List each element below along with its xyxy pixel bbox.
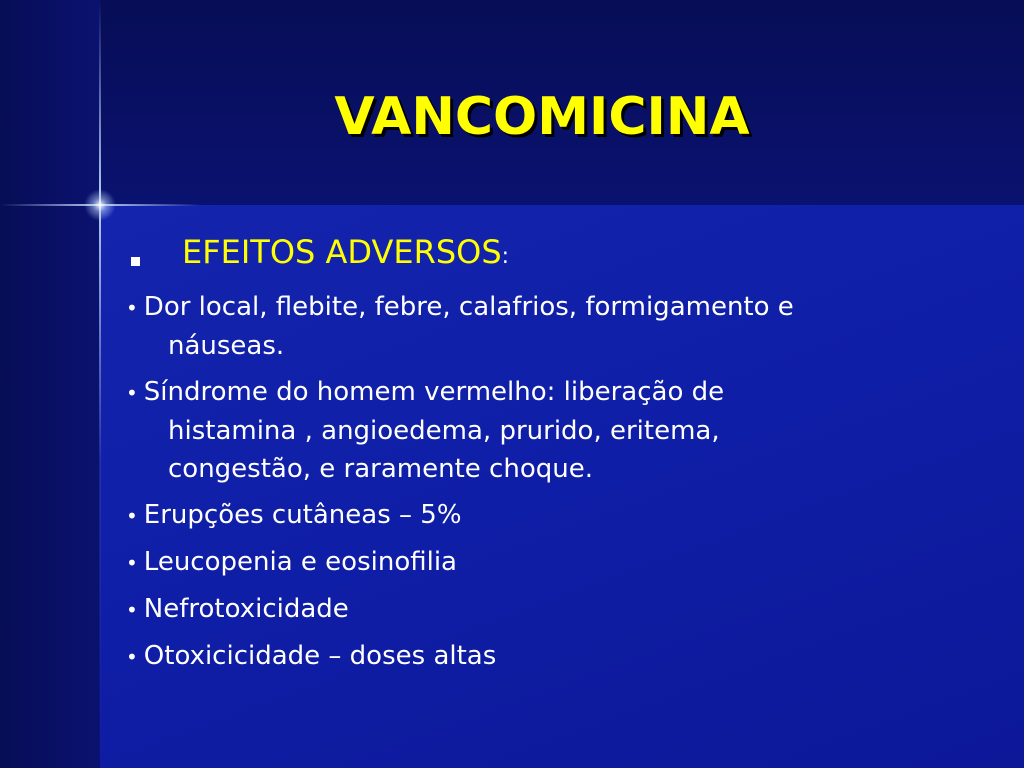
section-heading-text: EFEITOS ADVERSOS xyxy=(182,233,502,271)
list-item-line: Otoxicicidade – doses altas xyxy=(143,641,497,671)
list-item-text xyxy=(126,543,926,582)
list-item-text xyxy=(126,496,926,535)
left-band xyxy=(0,0,100,768)
list-item-line: Síndrome do homem vermelho: liberação de xyxy=(143,377,725,407)
section-heading-colon: : xyxy=(501,244,510,269)
list-item xyxy=(126,373,926,488)
slide-content xyxy=(126,228,926,676)
list-item xyxy=(126,637,926,676)
bullet-dot-icon: • xyxy=(126,296,138,320)
list-item xyxy=(126,496,926,535)
bullet-dot-icon: • xyxy=(126,381,138,405)
list-item-line: Dor local, flebite, febre, calafrios, formigamento e xyxy=(143,292,794,322)
list-item-text xyxy=(126,637,926,676)
bullet-dot-icon: • xyxy=(126,551,138,575)
list-item-text xyxy=(126,590,926,629)
list-item-text-continued xyxy=(126,327,926,365)
star-sparkle-icon xyxy=(84,189,116,221)
list-item-text-continued xyxy=(126,412,926,450)
list-item-line: Nefrotoxicidade xyxy=(143,594,349,624)
list-item-line: Leucopenia e eosinofilia xyxy=(143,547,457,577)
list-item-text-continued xyxy=(126,450,926,488)
bullet-dot-icon: • xyxy=(126,598,138,622)
bullet-dot-icon: • xyxy=(126,645,138,669)
list-item-line: histamina , angioedema, prurido, eritema, xyxy=(168,416,720,446)
list-item-text xyxy=(126,288,926,327)
list-item-text xyxy=(126,373,926,412)
square-bullet-icon xyxy=(131,257,140,266)
slide-title: VANCOMICINA xyxy=(334,87,750,147)
list-item xyxy=(126,543,926,582)
bullet-list xyxy=(126,288,926,676)
list-item-line: náuseas. xyxy=(168,331,285,361)
list-item-line: Erupções cutâneas – 5% xyxy=(143,500,462,530)
list-item xyxy=(126,590,926,629)
bullet-dot-icon: • xyxy=(126,504,138,528)
list-item xyxy=(126,288,926,365)
list-item-line: congestão, e raramente choque. xyxy=(168,454,593,484)
section-heading xyxy=(126,228,926,280)
